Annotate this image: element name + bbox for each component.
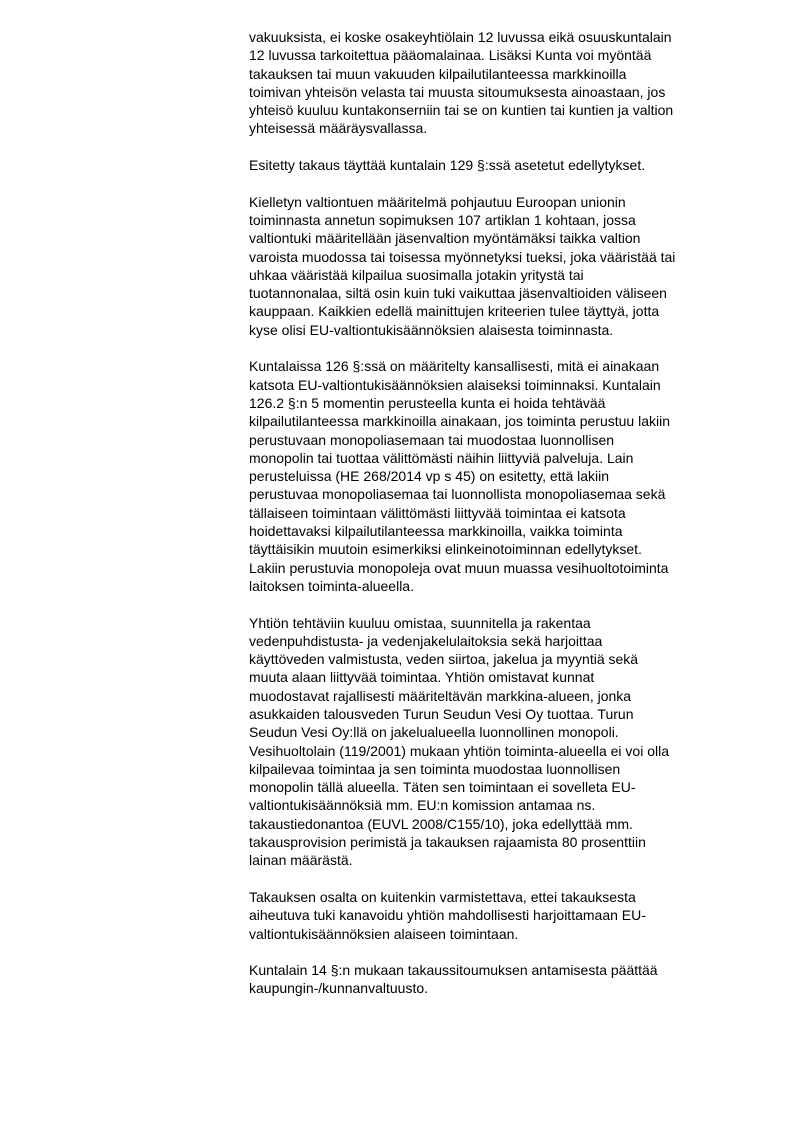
body-paragraph xyxy=(249,888,749,943)
body-paragraph xyxy=(249,357,749,595)
body-paragraph xyxy=(249,614,749,870)
paragraph-line: toiminnasta annetun sopimuksen 107 artiklan 1 kohtaan, jossa xyxy=(249,211,636,228)
body-paragraph xyxy=(249,28,749,138)
paragraph-line: monopolin tai tuottaa välittömästi näihin liittyviä palveluja. Lain xyxy=(249,449,634,466)
body-paragraph xyxy=(249,156,749,174)
paragraph-line: Takauksen osalta on kuitenkin varmistettava, ettei takauksesta xyxy=(249,888,636,905)
paragraph-line: monopolin tällä alueella. Täten sen toimintaan ei sovelleta EU- xyxy=(249,779,636,796)
paragraph-line: vakuuksista, ei koske osakeyhtiölain 12 luvussa eikä osuuskuntalain xyxy=(249,29,672,45)
paragraph-line: aiheutuva tuki kanavoidu yhtiön mahdollisesti harjoittamaan EU- xyxy=(249,907,646,924)
paragraph-line: tuotannonalaa, siltä osin kuin tuki vaikuttaa jäsenvaltioiden väliseen xyxy=(249,285,667,302)
paragraph-line: yhteisö kuuluu kuntakonserniin tai se on kuntien tai kuntien ja valtion xyxy=(249,102,674,119)
paragraph-line: 12 luvussa tarkoitettua pääomalainaa. Lisäksi Kunta voi myöntää xyxy=(249,47,652,64)
paragraph-line: täyttäisikin muutoin esimerkiksi elinkeinotoiminnan edellytykset. xyxy=(249,541,642,558)
paragraph-line: perustuvaa monopoliasemaa tai luonnollista monopoliasemaa sekä xyxy=(249,486,666,503)
paragraph-line: asukkaiden talousveden Turun Seudun Vesi Oy tuottaa. Turun xyxy=(249,705,634,722)
paragraph-line: perustuvaan monopoliasemaan tai muodostaa luonnollisen xyxy=(249,431,615,448)
paragraph-line: yhteisessä määräysvallassa. xyxy=(249,120,428,137)
paragraph-line: käyttöveden valmistusta, veden siirtoa, jakelua ja myyntiä sekä xyxy=(249,651,639,668)
paragraph-line: laitoksen toiminta-alueella. xyxy=(249,577,414,594)
paragraph-line: Esitetty takaus täyttää kuntalain 129 §:ssä asetetut edellytykset. xyxy=(249,157,646,174)
paragraph-line: kilpailevaa toimintaa ja sen toiminta muodostaa luonnollisen xyxy=(249,760,621,777)
paragraph-line: toimivan yhteisön velasta tai muusta sitoumuksesta ainoastaan, jos xyxy=(249,83,666,100)
paragraph-line: Vesihuoltolain (119/2001) mukaan yhtiön toiminta-alueella ei voi olla xyxy=(249,742,669,759)
paragraph-line: valtiontuki määritellään jäsenvaltion myöntämäksi taikka valtion xyxy=(249,230,641,247)
paragraph-line: uhkaa vääristää kilpailua suosimalla jotakin yritystä tai xyxy=(249,266,584,283)
paragraph-line: kaupungin-/kunnanvaltuusto. xyxy=(249,980,429,997)
paragraph-line: valtiontukisäännöksien alaiseen toimintaan. xyxy=(249,925,519,942)
paragraph-line: Lakiin perustuvia monopoleja ovat muun muassa vesihuoltotoiminta xyxy=(249,559,669,576)
paragraph-line: valtiontukisäännöksiä mm. EU:n komission antamaa ns. xyxy=(249,797,596,814)
paragraph-line: lainan määrästä. xyxy=(249,852,353,869)
body-paragraph xyxy=(249,193,749,339)
paragraph-line: takausprovision perimistä ja takauksen rajaamista 80 prosenttiin xyxy=(249,834,646,851)
paragraph-line: hoidettavaksi kilpailutilanteessa markkinoilla, vaikka toiminta xyxy=(249,523,623,540)
paragraph-line: vedenpuhdistusta- ja vedenjakelulaitoksia sekä harjoittaa xyxy=(249,632,603,649)
paragraph-line: muuta alaan liittyvää toimintaa. Yhtiön omistavat kunnat xyxy=(249,669,595,686)
paragraph-line: takauksen tai muun vakuuden kilpailutilanteessa markkinoilla xyxy=(249,65,627,82)
paragraph-line: muodostavat rajallisesti määriteltävän markkina-alueen, jonka xyxy=(249,687,632,704)
paragraph-line: Seudun Vesi Oy:llä on jakelualueella luonnollinen monopoli. xyxy=(249,724,619,741)
paragraph-line: kilpailutilanteessa markkinoilla ainakaan, jos toiminta perustuu lakiin xyxy=(249,413,670,430)
paragraph-line: Yhtiön tehtäviin kuuluu omistaa, suunnitella ja rakentaa xyxy=(249,614,591,631)
paragraph-line: Kielletyn valtiontuen määritelmä pohjautuu Euroopan unionin xyxy=(249,193,626,210)
paragraph-line: perusteluissa (HE 268/2014 vp s 45) on esitetty, että lakiin xyxy=(249,468,610,485)
paragraph-line: 126.2 §:n 5 momentin perusteella kunta ei hoida tehtävää xyxy=(249,394,606,411)
paragraph-line: kyse olisi EU-valtiontukisäännöksien alaisesta toiminnasta. xyxy=(249,321,614,338)
paragraph-line: kauppaan. Kaikkien edellä mainittujen kriteerien tulee täyttyä, jotta xyxy=(249,303,660,320)
paragraph-line: varoista muodossa tai toisessa myönnetyksi tueksi, joka vääristää tai xyxy=(249,248,676,265)
paragraph-line: Kuntalaissa 126 §:ssä on määritelty kansallisesti, mitä ei ainakaan xyxy=(249,358,660,375)
paragraph-line: Kuntalain 14 §:n mukaan takaussitoumuksen antamisesta päättää xyxy=(249,962,658,979)
paragraph-line: katsota EU-valtiontukisäännöksien alaiseksi toiminnaksi. Kuntalain xyxy=(249,376,661,393)
document-page xyxy=(249,28,749,1016)
paragraph-line: tällaiseen toimintaan välittömästi liittyvää toimintaa ei katsota xyxy=(249,504,626,521)
body-paragraph xyxy=(249,961,749,998)
paragraph-line: takaustiedonantoa (EUVL 2008/C155/10), joka edellyttää mm. xyxy=(249,815,633,832)
